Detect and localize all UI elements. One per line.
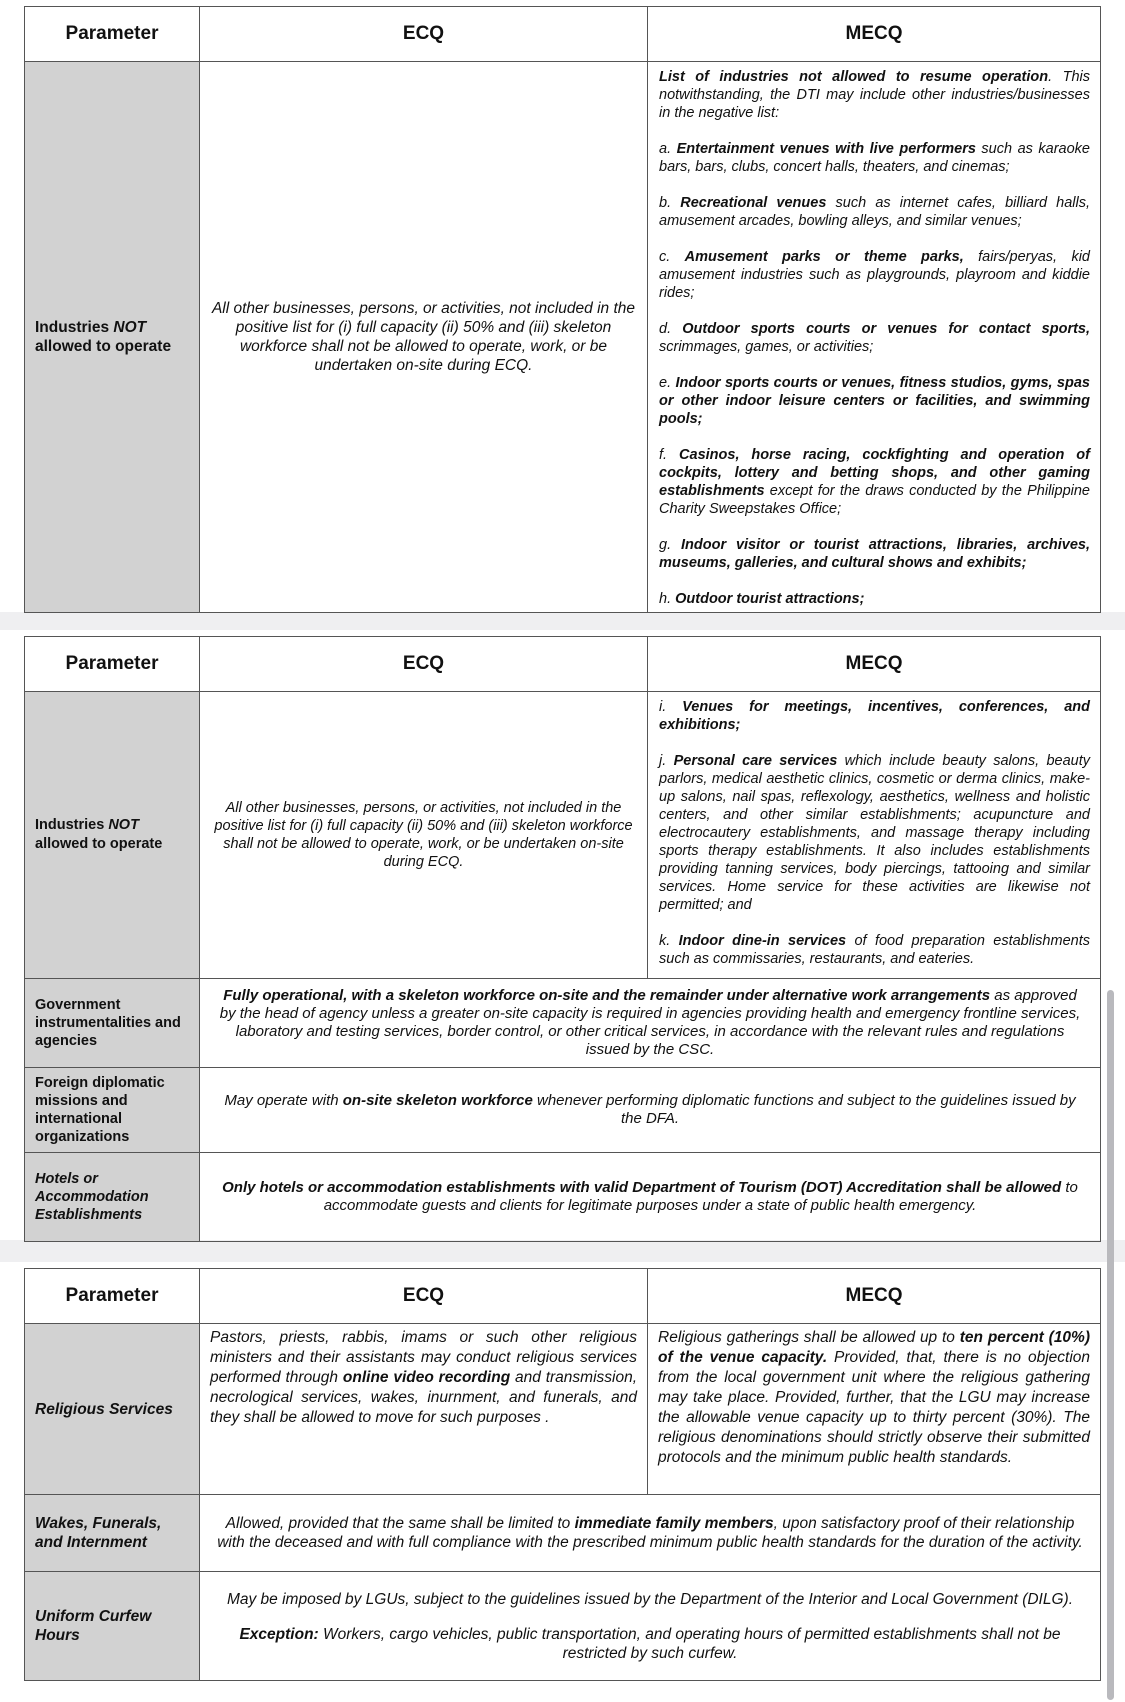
param-cell: Industries NOT allowed to operate (25, 692, 200, 979)
list-item: e. Indoor sports courts or venues, fitness studios, gyms, spas or other indoor leisure centers or facilities, and swimming pools; (659, 375, 1090, 427)
curfew-cell (200, 1572, 1101, 1681)
table-row (25, 692, 1101, 979)
list-item: a. Entertainment venues with live performers such as karaoke bars, bars, clubs, concert halls, theaters, and cinemas; (659, 141, 1090, 175)
government-cell: Fully operational, with a skeleton workforce on-site and the remainder under alternative work arrangements as approved by the head of agency unless a greater on-site capacity is required in agencies providing health and emergency frontline services, laboratory and testing services, border control, or other critical services, in accordance with the relevant rules and regulations issued by the CSC. (200, 979, 1101, 1068)
religious-mecq-cell: Religious gatherings shall be allowed up to ten percent (10%) of the venue capacity. Provided, that, there is no objection from the local government unit where the religious gathering may take place. Provided, further, that the LGU may increase the allowable venue capacity up to thirty percent (30%). The religious denominations should strictly observe their submitted protocols and the minimum public health standards. (648, 1324, 1101, 1495)
param-cell: Industries NOT allowed to operate (25, 62, 200, 613)
wakes-cell: Allowed, provided that the same shall be limited to immediate family members, upon satisfactory proof of their relationship with the deceased and with full compliance with the prescribed minimum public health standards for the duration of the activity. (200, 1495, 1101, 1572)
religious-ecq-cell: Pastors, priests, rabbis, imams or such other religious ministers and their assistants may conduct religious services performed through online video recording and transmission, necrological services, wakes, inurnment, and funerals, and they shall be allowed to move for such purposes . (200, 1324, 648, 1495)
header-row (25, 7, 1101, 62)
param-cell: Religious Services (25, 1324, 200, 1495)
table-row (25, 1153, 1101, 1242)
header-row (25, 637, 1101, 692)
header-row (25, 1269, 1101, 1324)
list-item: j. Personal care services which include beauty salons, beauty parlors, medical aesthetic clinics, cosmetic or derma clinics, make-up salons, nail spas, reflexology, aesthetics, wellness and holistic centers, and other similar establishments; acupuncture and electrocautery establishments, and massage therapy including sports therapy establishments. It also includes establishments providing tanning services, body piercings, tattooing and similar services. Home service for these activities are likewise not permitted; and (659, 753, 1090, 913)
list-item: i. Venues for meetings, incentives, conferences, and exhibitions; (659, 699, 1090, 733)
mecq-cell (648, 692, 1101, 979)
col-header-parameter: Parameter (25, 7, 200, 62)
hotels-cell: Only hotels or accommodation establishments with valid Department of Tourism (DOT) Accreditation shall be allowed to accommodate guests and clients for legitimate purposes under a state of public health emergency. (200, 1153, 1101, 1242)
quarantine-table-2 (24, 636, 1101, 1242)
col-header-parameter: Parameter (25, 1269, 200, 1324)
param-cell: Hotels or Accommodation Establishments (25, 1153, 200, 1242)
col-header-mecq: MECQ (648, 637, 1101, 692)
list-item: c. Amusement parks or theme parks, fairs/peryas, kid amusement industries such as playgrounds, playroom and kiddie rides; (659, 249, 1090, 301)
list-item: g. Indoor visitor or tourist attractions, libraries, archives, museums, galleries, and cultural shows and exhibits; (659, 537, 1090, 571)
list-item: h. Outdoor tourist attractions; (659, 591, 865, 607)
param-cell: Foreign diplomatic missions and international organizations (25, 1068, 200, 1153)
list-item: b. Recreational venues such as internet cafes, billiard halls, amusement arcades, bowling alleys, and similar venues; (659, 195, 1091, 229)
table-row (25, 1324, 1101, 1495)
col-header-ecq: ECQ (200, 637, 648, 692)
table-panel-2 (0, 630, 1125, 1240)
param-cell: Wakes, Funerals, and Internment (25, 1495, 200, 1572)
table-panel-3 (0, 1262, 1125, 1702)
col-header-ecq: ECQ (200, 1269, 648, 1324)
col-header-parameter: Parameter (25, 637, 200, 692)
list-item: d. Outdoor sports courts or venues for contact sports, scrimmages, games, or activities; (659, 321, 1091, 355)
ecq-cell: All other businesses, persons, or activities, not included in the positive list for (i) full capacity (ii) 50% and (iii) skeleton workforce shall not be allowed to operate, work, or be undertaken on-site during ECQ. (200, 692, 648, 979)
list-item: f. Casinos, horse racing, cockfighting and operation of cockpits, lottery and betting shops, and other gaming establishments except for the draws conducted by the Philippine Charity Sweepstakes Office; (659, 447, 1090, 517)
quarantine-table-3 (24, 1268, 1101, 1681)
table-panel-1 (0, 0, 1125, 612)
col-header-ecq: ECQ (200, 7, 648, 62)
table-row (25, 1495, 1101, 1572)
param-cell: Uniform Curfew Hours (25, 1572, 200, 1681)
quarantine-table-1 (24, 6, 1101, 613)
mecq-cell (648, 62, 1101, 613)
table-row (25, 1572, 1101, 1681)
ecq-cell: All other businesses, persons, or activities, not included in the positive list for (i) full capacity (ii) 50% and (iii) skeleton workforce shall not be allowed to operate, work, or be undertaken on-site during ECQ. (200, 62, 648, 613)
list-item: k. Indoor dine-in services of food preparation establishments such as commissaries, restaurants, and eateries. (659, 933, 1090, 967)
mecq-intro: List of industries not allowed to resume operation. This notwithstanding, the DTI may include other industries/businesses in the negative list: (659, 69, 1091, 121)
table-row (25, 1068, 1101, 1153)
param-cell: Government instrumentalities and agencies (25, 979, 200, 1068)
scrollbar[interactable] (1107, 990, 1114, 1700)
col-header-mecq: MECQ (648, 1269, 1101, 1324)
col-header-mecq: MECQ (648, 7, 1101, 62)
curfew-text: May be imposed by LGUs, subject to the guidelines issued by the Department of the Interior and Local Government (DILG). (226, 1590, 1074, 1608)
table-row (25, 62, 1101, 613)
curfew-exception: Exception: Workers, cargo vehicles, public transportation, and operating hours of permitted establishments shall not be restricted by such curfew. (239, 1625, 1061, 1662)
foreign-missions-cell: May operate with on-site skeleton workforce whenever performing diplomatic functions and subject to the guidelines issued by the DFA. (200, 1068, 1101, 1153)
table-row (25, 979, 1101, 1068)
